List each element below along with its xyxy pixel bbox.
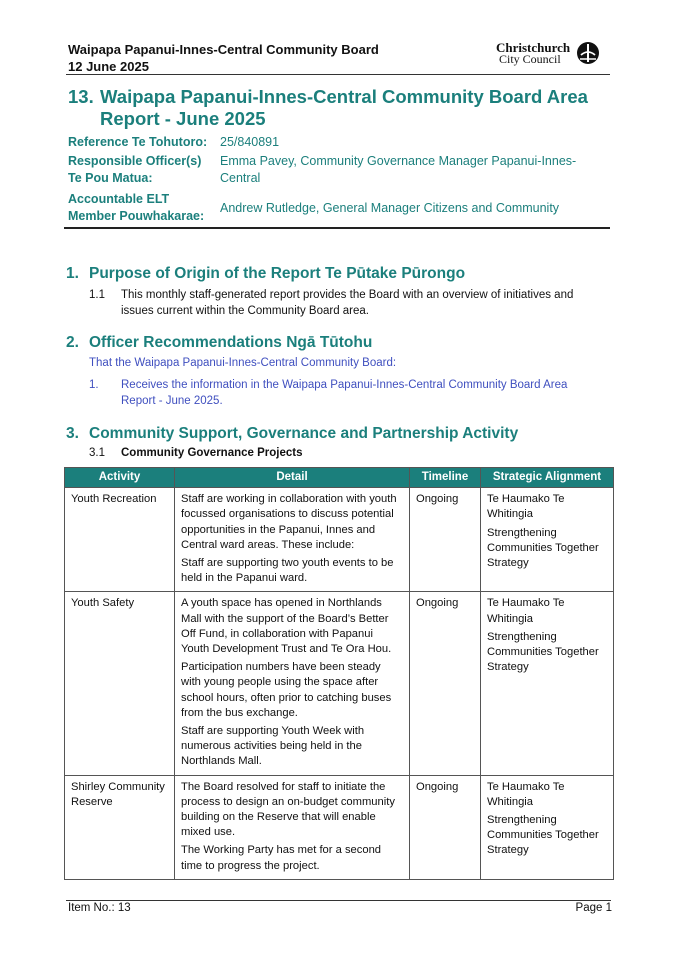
header-board-title	[68, 41, 379, 75]
cell-alignment	[481, 592, 614, 775]
footer-item-number: Item No.: 13	[68, 902, 131, 914]
meta-officer-value: Emma Pavey, Community Governance Manager Papanui-Innes-Central	[220, 154, 577, 185]
detail-paragraph: Staff are supporting Youth Week with numerous activities being held in the Northlands Mall.	[181, 725, 365, 768]
alignment-item: Strengthening Communities Together Strategy	[487, 814, 599, 857]
header-rule	[66, 74, 610, 75]
logo-line1: Christchurch	[496, 40, 571, 55]
subsection-3-1-number: 3.1	[89, 447, 105, 459]
cell-activity: Youth Recreation	[65, 488, 175, 592]
projects-table	[64, 467, 614, 880]
cell-alignment	[481, 775, 614, 879]
meta-reference-label: Reference Te Tohutoro:	[68, 135, 208, 149]
meeting-date: 12 June 2025	[68, 59, 149, 74]
cell-alignment	[481, 488, 614, 592]
detail-paragraph: A youth space has opened in Northlands Mall with the support of the Board’s Better Off Fund, in collaboration with Papanui Youth Development Trust and Te Ora Hou.	[181, 597, 392, 656]
meta-officer-label: Responsible Officer(s) Te Pou Matua:	[68, 154, 202, 185]
col-header-alignment: Strategic Alignment	[481, 468, 614, 488]
section-2-number: 2.	[66, 334, 79, 351]
report-number: 13.	[68, 86, 94, 107]
council-logo	[496, 41, 602, 67]
cell-timeline: Ongoing	[410, 592, 481, 775]
col-header-detail: Detail	[175, 468, 410, 488]
para-1-1-number: 1.1	[89, 289, 105, 301]
footer-rule	[66, 900, 611, 901]
recommendation-1-text: Receives the information in the Waipapa Papanui-Innes-Central Community Board Area Report - June 2025.	[121, 379, 568, 407]
detail-paragraph: Participation numbers have been steady with young people using the space after school hours, often prior to catching buses from the bus exchange.	[181, 661, 392, 719]
subsection-3-1-title: Community Governance Projects	[121, 447, 303, 459]
council-emblem-icon	[576, 41, 600, 65]
report-title: Waipapa Papanui-Innes-Central Community Board Area Report - June 2025	[100, 86, 588, 129]
recommendation-1-number: 1.	[89, 379, 99, 391]
col-header-timeline: Timeline	[410, 468, 481, 488]
section-2-title: Officer Recommendations Ngā Tūtohu	[89, 334, 373, 351]
cell-detail	[175, 592, 410, 775]
table-row	[65, 775, 614, 879]
cell-detail	[175, 775, 410, 879]
cell-detail	[175, 488, 410, 592]
detail-paragraph: The Board resolved for staff to initiate the process to design an on-budget community building on the Reserve that will enable mixed use.	[181, 780, 395, 839]
alignment-item: Te Haumako Te Whitingia	[487, 780, 565, 808]
section-3-number: 3.	[66, 425, 79, 442]
detail-paragraph: Staff are working in collaboration with youth focussed organisations to discuss potential opportunities in the Papanui, Innes and Central ward areas. These include:	[181, 493, 397, 551]
cell-timeline: Ongoing	[410, 775, 481, 879]
section-1-number: 1.	[66, 265, 79, 282]
alignment-item: Te Haumako Te Whitingia	[487, 597, 565, 625]
cell-timeline: Ongoing	[410, 488, 481, 592]
meta-reference-value: 25/840891	[220, 135, 280, 149]
footer-page-number: Page 1	[575, 902, 612, 914]
logo-line2: City Council	[499, 52, 561, 66]
detail-paragraph: Staff are supporting two youth events to be held in the Papanui ward.	[181, 557, 394, 585]
table-header-row	[65, 468, 614, 488]
cell-activity: Youth Safety	[65, 592, 175, 775]
alignment-item: Te Haumako Te Whitingia	[487, 493, 565, 521]
meta-rule	[64, 227, 610, 229]
table-row	[65, 592, 614, 775]
meta-elt-value: Andrew Rutledge, General Manager Citizens and Community	[220, 201, 560, 215]
col-header-activity: Activity	[65, 468, 175, 488]
detail-paragraph: The Working Party has met for a second time to progress the project.	[181, 844, 382, 872]
section-1-title: Purpose of Origin of the Report Te Pūtake Pūrongo	[89, 265, 466, 282]
alignment-item: Strengthening Communities Together Strategy	[487, 630, 599, 674]
board-name: Waipapa Papanui-Innes-Central Community Board	[68, 42, 379, 57]
section-3-title: Community Support, Governance and Partnership Activity	[89, 425, 519, 442]
table-row	[65, 488, 614, 592]
meta-elt-label: Accountable ELT Member Pouwhakarae:	[68, 192, 205, 223]
recommendation-intro: That the Waipapa Papanui-Innes-Central Community Board:	[89, 357, 397, 369]
alignment-item: Strengthening Communities Together Strategy	[487, 526, 599, 570]
cell-activity: Shirley Community Reserve	[65, 775, 175, 879]
para-1-1-text: This monthly staff-generated report provides the Board with an overview of initiatives and issues current within the Community Board area.	[121, 289, 574, 317]
